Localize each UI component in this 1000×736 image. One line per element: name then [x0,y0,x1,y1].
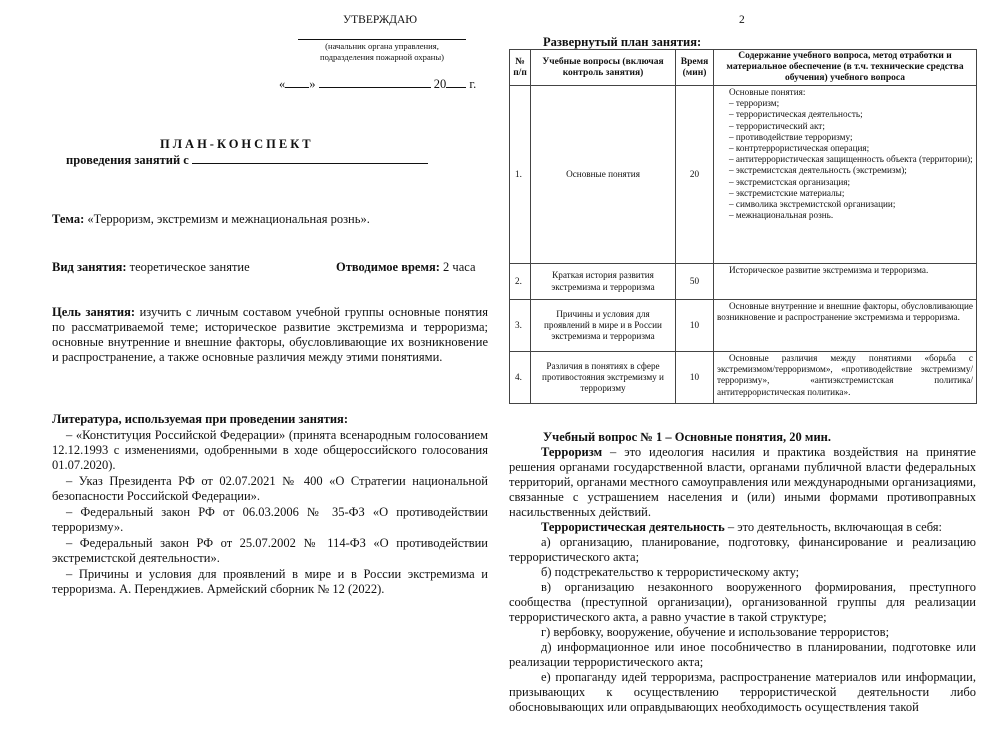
activity-item: г) вербовку, вооружение, обучение и использование террористов; [541,625,890,639]
literature-title: Литература, используемая при проведении занятия: [52,412,348,426]
row-time: 10 [676,300,714,352]
terrorist-activity-definition: Террористическая деятельность – это деятельность, включающая в себя: [541,520,942,534]
table-row [510,264,977,300]
lesson-kind: Вид занятия: теоретическое занятие [52,260,250,274]
list-item: – противодействие терроризму; [729,131,853,142]
literature-item: – Причины и условия для проявлений в мире и в России экстремизма и терроризма. А. Перенджиев. Армейский сборник № 12 (2022). [52,567,488,596]
literature-item: – Федеральный закон РФ от 06.03.2006 № 35-ФЗ «О противодействии терроризму». [52,505,488,534]
row-time: 20 [676,86,714,264]
table-row [510,300,977,352]
row-num: 1. [510,86,531,264]
allotted-time: Отводимое время: 2 часа [336,260,476,274]
list-item: – межнациональная рознь. [729,210,834,221]
row-question: Различия в понятиях в сфере противостояния экстремизму и терроризму [531,352,676,404]
list-item: – контртеррористическая операция; [729,143,870,154]
list-item: – терроризм; [729,98,780,109]
row-num: 2. [510,264,531,300]
table-row [510,86,977,264]
row-content [714,86,977,264]
header-questions: Учебные вопросы (включая контроль занятия) [531,50,676,86]
header-time: Время (мин) [676,50,714,86]
row-content: Историческое развитие экстремизма и терроризма. [714,264,977,300]
literature-list [52,428,488,598]
row-num: 4. [510,352,531,404]
literature-item: – «Конституция Российской Федерации» (принята всенародным голосованием 12.12.1993 с изменениями, одобренными в ходе общероссийского голосования 01.07.2020). [52,428,488,472]
row-question: Краткая история развития экстремизма и терроризма [531,264,676,300]
row-num: 3. [510,300,531,352]
row-content: Основные внутренние и внешние факторы, обусловливающие возникновение и распространение экстремизма и терроризма. [714,300,977,352]
table-row [510,352,977,404]
lesson-plan-table [509,49,977,404]
list-item: – экстремистские материалы; [729,187,845,198]
conduct-line: проведения занятий с [66,153,428,168]
activity-item: б) подстрекательство к террористическому акту; [541,565,800,579]
concepts-list [717,98,973,221]
approve-label: УТВЕРЖДАЮ [343,14,418,26]
table-header-row [510,50,977,86]
list-item: – экстремистская организация; [729,176,851,187]
approver-caption-2: подразделения пожарной охраны) [319,52,445,62]
approver-signature-line [298,39,466,40]
topic-line: Тема: «Терроризм, экстремизм и межнациональная рознь». [52,212,370,226]
list-item: – антитеррористическая защищенность объекта (территории); [729,154,973,165]
literature-item: – Указ Президента РФ от 02.07.2021 № 400 «О Стратегии национальной безопасности Российской Федерации». [52,474,488,503]
page-number: 2 [739,14,745,26]
list-item: – террористическая деятельность; [729,109,863,120]
row-content: Основные различия между понятиями «борьба с экстремизмом/терроризмом», «противодействие экстремизму/терроризму», «антиэкстремистская политика/антитеррористическая политика». [714,352,977,404]
list-item: – экстремистская деятельность (экстремизм); [729,165,907,176]
question1-body [509,445,976,715]
row-question: Причины и условия для проявлений в мире и в России экстремизма и терроризма [531,300,676,352]
activity-item: а) организацию, планирование, подготовку, финансирование и реализацию террористического акта; [509,535,976,564]
activity-item: д) информационное или иное пособничество в планировании, подготовке или реализации террористического акта; [509,640,976,669]
row-question: Основные понятия [531,86,676,264]
question1-title: Учебный вопрос № 1 – Основные понятия, 20 мин. [543,430,831,444]
list-item: – террористический акт; [729,120,825,131]
approval-date: « » 20 г. [279,77,477,91]
header-content: Содержание учебного вопроса, метод отработки и материальное обеспечение (в т.ч. технические средства обучения) учебного вопроса [714,50,977,86]
document-title: ПЛАН-КОНСПЕКТ [160,137,314,151]
activity-item: е) пропаганду идей терроризма, распространение материалов или информации, призывающих к осуществлению террористической деятельности либо обосновывающих или оправдывающих необходимость осуществления такой [509,670,976,714]
list-item: – символика экстремистской организации; [729,199,896,210]
content-intro: Основные понятия: [729,87,806,97]
approver-caption-1: (начальник органа управления, [325,41,439,51]
lesson-goal: Цель занятия: изучить с личным составом учебной группы основные понятия по рассматриваемой теме; историческое развитие экстремизма и терроризма; основные внутренние и внешние факторы, обусловливающие их возникновение и распространение, а также основные различия между этими понятиями. [52,305,488,364]
row-time: 10 [676,352,714,404]
header-num: № п/п [510,50,531,86]
terrorism-definition: Терроризм – это идеология насилия и практика воздействия на принятие решения органами государственной власти, органами публичной власти федеральных территорий, органами местного самоуправления или международными организациями, связанные с устрашением населения и (или) иными формами противоправных насильственных действий. [509,445,977,519]
right-page [500,0,1000,736]
plan-title: Развернутый план занятия: [543,35,702,49]
literature-item: – Федеральный закон РФ от 25.07.2002 № 114-ФЗ «О противодействии экстремистской деятельности». [52,536,488,565]
row-time: 50 [676,264,714,300]
activity-item: в) организацию незаконного вооруженного формирования, преступного сообщества (преступной организации), организованной группы для реализации террористического акта, а равно участие в такой структуре; [509,580,976,624]
